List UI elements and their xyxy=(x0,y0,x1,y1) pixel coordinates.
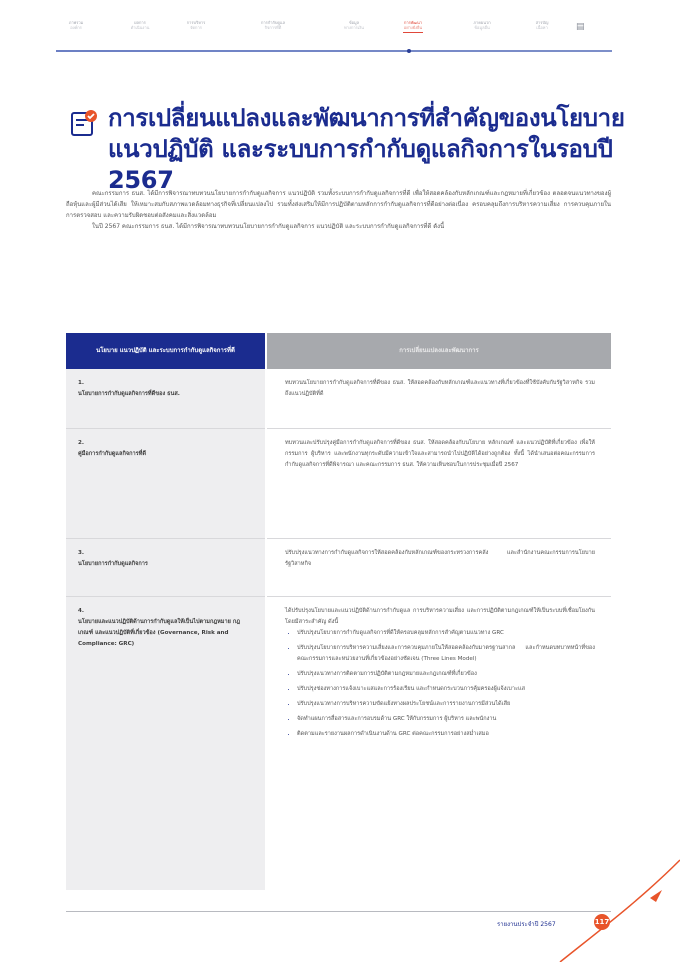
nav-sublabel: กิจการที่ดี xyxy=(264,25,282,30)
row-number: 1. xyxy=(78,380,85,386)
nav-sublabel: ดำเนินงาน xyxy=(130,25,150,30)
nav-label: ภาคผนวก xyxy=(473,20,491,25)
nav-sublabel: ข้อมูลอื่น xyxy=(474,25,490,30)
nav-sublabel: องค์กร xyxy=(70,25,82,30)
list-item: • ปรับปรุงนโยบายการกำกับดูแลกิจการที่ดีให้ครอบคลุมหลักการสำคัญตามแนวทาง GRC xyxy=(297,628,595,639)
page-title-line-1: การเปลี่ยนแปลงและพัฒนาการที่สำคัญของนโยบาย xyxy=(108,104,625,132)
list-item: • ปรับปรุงแนวทางการบริหารความขัดแย้งทางผลประโยชน์และการรายงานการมีส่วนได้เสีย xyxy=(297,699,595,710)
nav-sublabel: ทางการเงิน xyxy=(344,25,364,30)
row-number: 2. xyxy=(78,440,85,446)
page-title-line-2: แนวปฏิบัติ และระบบการกำกับดูแลกิจการในรอบปี 2567 xyxy=(108,135,613,194)
policy-name: นโยบายการกำกับดูแลกิจการที่ดีของ ธนส. xyxy=(78,391,180,397)
policy-name: นโยบายและแนวปฏิบัติด้านการกำกับดูแลให้เป็นไปตามกฎหมาย กฎเกณฑ์ และแนวปฏิบัติที่เกี่ยวข้อง (Governance, Risk and Compliance: GRC) xyxy=(78,619,240,647)
table-header-changes: การเปลี่ยนแปลงและพัฒนาการ xyxy=(266,333,611,369)
nav-label: ข้อมูล xyxy=(348,20,360,25)
intro-paragraph-1: คณะกรรมการ ธนส. ได้มีการพิจารณาทบทวนนโยบายการกำกับดูแลกิจการ แนวปฏิบัติ รวมทั้งระบบการกำกับดูแลกิจการที่ดี เพื่อให้สอดคล้องกับหลักเกณฑ์และกฎหมายที่เกี่ยวข้อง ตลอดจนแนวทางของผู้ถือหุ้นและผู้มีส่วนได้เสีย ให้เหมาะสมกับสภาพแวดล้อมทางธุรกิจที่เปลี่ยนแปลงไป รวมทั้งส่งเสริมให้มีการปฏิบัติตามหลักการกำกับดูแลกิจการที่ดีอย่างต่อเนื่อง ครอบคลุมถึงการบริหารความเสี่ยง การควบคุมภายใน การตรวจสอบ และความรับผิดชอบต่อสังคมและสิ่งแวดล้อม xyxy=(66,190,611,219)
policy-name: คู่มือการกำกับดูแลกิจการที่ดี xyxy=(78,451,146,457)
nav-label: การกำกับดูแล xyxy=(260,20,286,25)
nav-label: การบริหาร xyxy=(186,20,206,25)
list-item: • ปรับปรุงช่องทางการแจ้งเบาะแสและการร้องเรียน และกำหนดกระบวนการคุ้มครองผู้แจ้งเบาะแส xyxy=(297,684,595,695)
list-item: • ปรับปรุงแนวทางการติดตามการปฏิบัติตามกฎหมายและกฎเกณฑ์ที่เกี่ยวข้อง xyxy=(297,669,595,680)
nav-label: การพัฒนา xyxy=(403,20,423,25)
nav-label: ภาพรวม xyxy=(68,20,84,25)
intro-paragraph-2: ในปี 2567 คณะกรรมการ ธนส. ได้มีการพิจารณาทบทวนนโยบายการกำกับดูแลกิจการ แนวปฏิบัติ และระบบการกำกับดูแลกิจการที่ดี ดังนี้ xyxy=(92,223,445,230)
list-item: • จัดทำแผนการสื่อสารและการอบรมด้าน GRC ให้กับกรรมการ ผู้บริหาร และพนักงาน xyxy=(297,714,595,725)
row-number: 4. xyxy=(78,608,85,614)
list-item: • ปรับปรุงนโยบายการบริหารความเสี่ยงและการควบคุมภายในให้สอดคล้องกับมาตรฐานสากล และกำหนดบทบาทหน้าที่ของคณะกรรมการและหน่วยงานที่เกี่ยวข้องอย่างชัดเจน (Three Lines Model) xyxy=(297,643,595,665)
table-header-policy: นโยบาย แนวปฏิบัติ และระบบการกำกับดูแลกิจการที่ดี xyxy=(66,333,266,369)
page-number: 117 xyxy=(594,914,610,930)
nav-sublabel: อย่างยั่งยืน xyxy=(403,25,423,30)
change-description: ปรับปรุงแนวทางการกำกับดูแลกิจการให้สอดคล้องกับหลักเกณฑ์ของกระทรวงการคลัง และสำนักงานคณะกรรมการนโยบายรัฐวิสาหกิจ xyxy=(266,539,611,597)
policy-name: นโยบายการกำกับดูแลกิจการ xyxy=(78,561,148,567)
nav-label: ผลการ xyxy=(134,20,146,25)
change-description-text: ได้ปรับปรุงนโยบายและแนวปฏิบัติด้านการกำกับดูแล การบริหารความเสี่ยง และการปฏิบัติตามกฎเกณฑ์ให้เป็นระบบที่เชื่อมโยงกัน โดยมีสาระสำคัญ ดังนี้ xyxy=(285,608,595,625)
nav-sublabel: จัดการ xyxy=(190,25,202,30)
nav-sublabel: เนื้อหา xyxy=(536,25,548,30)
book-icon[interactable]: ▤ xyxy=(576,22,585,32)
row-number: 3. xyxy=(78,550,85,556)
footer-report-title: รายงานประจำปี 2567 xyxy=(497,921,556,928)
list-item: • ติดตามและรายงานผลการดำเนินงานด้าน GRC ต่อคณะกรรมการอย่างสม่ำเสมอ xyxy=(297,729,595,740)
change-description: ทบทวนและปรับปรุงคู่มือการกำกับดูแลกิจการที่ดีของ ธนส. ให้สอดคล้องกับนโยบาย หลักเกณฑ์ และแนวปฏิบัติที่เกี่ยวข้อง เพื่อให้กรรมการ ผู้บริหาร และพนักงานทุกระดับมีความเข้าใจและสามารถนำไปปฏิบัติได้อย่างถูกต้อง ทั้งนี้ ได้นำเสนอต่อคณะกรรมการกำกับดูแลกิจการที่ดีพิจารณา และคณะกรรมการ ธนส. ให้ความเห็นชอบในการประชุมเมื่อปี 2567 xyxy=(266,429,611,539)
change-description: ทบทวนนโยบายการกำกับดูแลกิจการที่ดีของ ธนส. ให้สอดคล้องกับหลักเกณฑ์และแนวทางที่เกี่ยวข้องที่ใช้บังคับกับรัฐวิสาหกิจ รวมถึงแนวปฏิบัติที่ดี xyxy=(266,369,611,429)
nav-label: สารบัญ xyxy=(535,20,549,25)
